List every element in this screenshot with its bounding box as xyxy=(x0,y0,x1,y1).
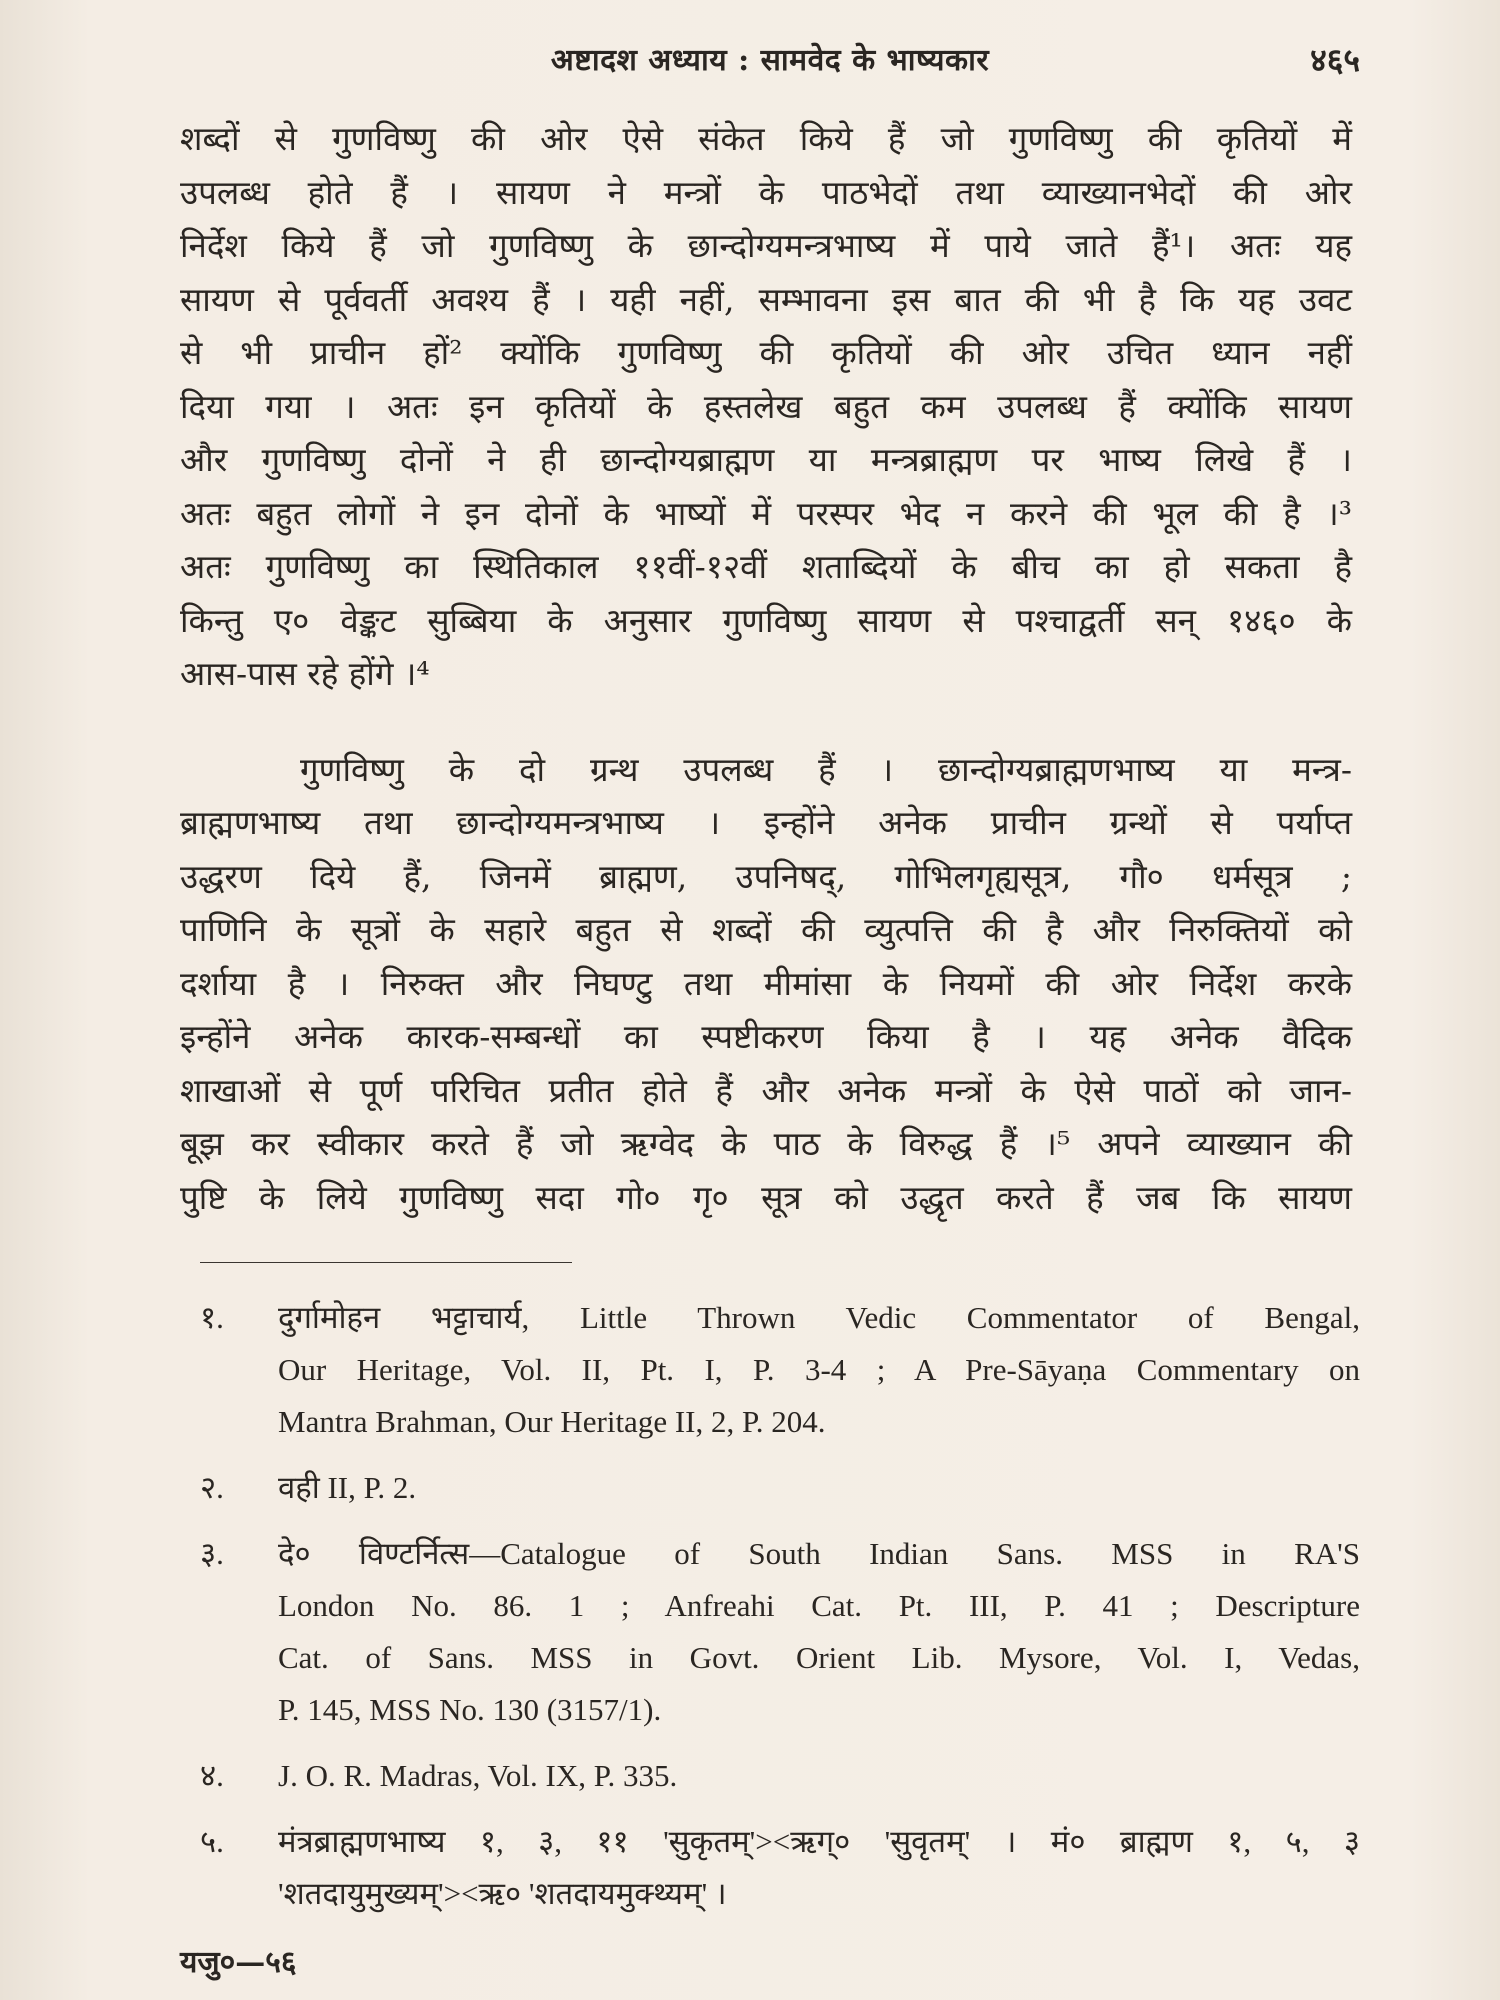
footnote-number: ५. xyxy=(200,1824,224,1859)
footnote-line: Mantra Brahman, Our Heritage II, 2, P. 204. xyxy=(278,1404,826,1439)
text-line: उपलब्ध होते हैं । सायण ने मन्त्रों के पाठभेदों तथा व्याख्यानभेदों की ओर xyxy=(180,172,1352,212)
text-line: अतः बहुत लोगों ने इन दोनों के भाष्यों में परस्पर भेद न करने की भूल की है ।³ xyxy=(180,493,1352,533)
footnote-number: ३. xyxy=(200,1536,224,1571)
text-line: निर्देश किये हैं जो गुणविष्णु के छान्दोग्यमन्त्रभाष्य में पाये जाते हैं¹। अतः यह xyxy=(180,226,1352,265)
text-line: शाखाओं से पूर्ण परिचित प्रतीत होते हैं और अनेक मन्त्रों के ऐसे पाठों को जान- xyxy=(180,1070,1352,1110)
text-line: गुणविष्णु के दो ग्रन्थ उपलब्ध हैं । छान्दोग्यब्राह्मणभाष्य या मन्त्र- xyxy=(300,749,1352,789)
footnote-line: J. O. R. Madras, Vol. IX, P. 335. xyxy=(278,1758,678,1793)
footnote-3 xyxy=(200,1528,1360,1736)
footnote-number: ४. xyxy=(200,1758,224,1793)
text-line: अतः गुणविष्णु का स्थितिकाल ११वीं-१२वीं शताब्दियों के बीच का हो सकता है xyxy=(180,547,1352,586)
footnote-5 xyxy=(200,1816,1360,1920)
footnote-line: मंत्रब्राह्मणभाष्य १, ३, ११ 'सुकृतम्'><ऋग्० 'सुवृतम्' । मं० ब्राह्मण १, ५, ३ xyxy=(278,1824,1360,1859)
running-header xyxy=(180,38,1360,88)
footnote-number: २. xyxy=(200,1470,224,1505)
footnote-1 xyxy=(200,1292,1360,1448)
footnote-line: Cat. of Sans. MSS in Govt. Orient Lib. Mysore, Vol. I, Vedas, xyxy=(278,1640,1360,1675)
footnotes xyxy=(200,1292,1360,1934)
paragraph-1 xyxy=(180,112,1352,701)
text-line: सायण से पूर्ववर्ती अवश्य हैं । यही नहीं, सम्भावना इस बात की भी है कि यह उवट xyxy=(180,279,1352,319)
body-text xyxy=(180,112,1352,1224)
text-line: इन्होंने अनेक कारक-सम्बन्धों का स्पष्टीकरण किया है । यह अनेक वैदिक xyxy=(180,1017,1352,1056)
footnote-line: London No. 86. 1 ; Anfreahi Cat. Pt. III, P. 41 ; Descripture xyxy=(278,1588,1360,1623)
text-line: से भी प्राचीन हों² क्योंकि गुणविष्णु की कृतियों की ओर उचित ध्यान नहीं xyxy=(180,333,1352,372)
text-line: शब्दों से गुणविष्णु की ओर ऐसे संकेत किये हैं जो गुणविष्णु की कृतियों में xyxy=(180,119,1352,158)
footnote-4 xyxy=(200,1750,1360,1802)
text-line: उद्धरण दिये हैं, जिनमें ब्राह्मण, उपनिषद्, गोभिलगृह्यसूत्र, गौ० धर्मसूत्र ; xyxy=(180,856,1352,896)
text-line: ब्राह्मणभाष्य तथा छान्दोग्यमन्त्रभाष्य । इन्होंने अनेक प्राचीन ग्रन्थों से पर्याप्त xyxy=(180,803,1352,842)
footnote-number: १. xyxy=(200,1300,224,1335)
text-line: दर्शाया है । निरुक्त और निघण्टु तथा मीमांसा के नियमों की ओर निर्देश करके xyxy=(180,963,1352,1003)
footnote-line: P. 145, MSS No. 130 (3157/1). xyxy=(278,1692,662,1727)
text-line: दिया गया । अतः इन कृतियों के हस्तलेख बहुत कम उपलब्ध हैं क्योंकि सायण xyxy=(180,386,1352,426)
footnote-line: दुर्गामोहन भट्टाचार्य, Little Thrown Vedic Commentator of Bengal, xyxy=(278,1300,1360,1335)
text-line: बूझ कर स्वीकार करते हैं जो ऋग्वेद के पाठ के विरुद्ध हैं ।⁵ अपने व्याख्यान की xyxy=(180,1124,1352,1163)
paragraph-2 xyxy=(180,743,1352,1225)
page-number: ४६५ xyxy=(1310,41,1360,79)
footnote-2 xyxy=(200,1462,1360,1514)
footnote-line: Our Heritage, Vol. II, Pt. I, P. 3-4 ; A Pre-Sāyaṇa Commentary on xyxy=(278,1352,1360,1387)
footnote-line: वही II, P. 2. xyxy=(278,1470,417,1505)
text-line: आस-पास रहे होंगे ।⁴ xyxy=(180,654,430,693)
signature-mark: यजु०—५६ xyxy=(180,1945,297,1980)
text-line: किन्तु ए० वेङ्कट सुब्बिया के अनुसार गुणविष्णु सायण से पश्चाद्वर्ती सन् १४६० के xyxy=(180,600,1352,640)
text-line: पुष्टि के लिये गुणविष्णु सदा गो० गृ० सूत्र को उद्धृत करते हैं जब कि सायण xyxy=(180,1177,1352,1217)
footnote-separator xyxy=(200,1262,572,1263)
footnote-line: दे० विण्टर्नित्स—Catalogue of South Indian Sans. MSS in RA'S xyxy=(278,1536,1360,1571)
running-title: अष्टादश अध्याय : सामवेद के भाष्यकार xyxy=(550,43,990,78)
text-line: पाणिनि के सूत्रों के सहारे बहुत से शब्दों की व्युत्पत्ति की है और निरुक्तियों को xyxy=(180,910,1352,949)
text-line: और गुणविष्णु दोनों ने ही छान्दोग्यब्राह्मण या मन्त्रब्राह्मण पर भाष्य लिखे हैं । xyxy=(180,440,1352,479)
footnote-line: 'शतदायुमुख्यम्'><ऋ० 'शतदायमुक्थ्यम्' । xyxy=(278,1876,727,1911)
